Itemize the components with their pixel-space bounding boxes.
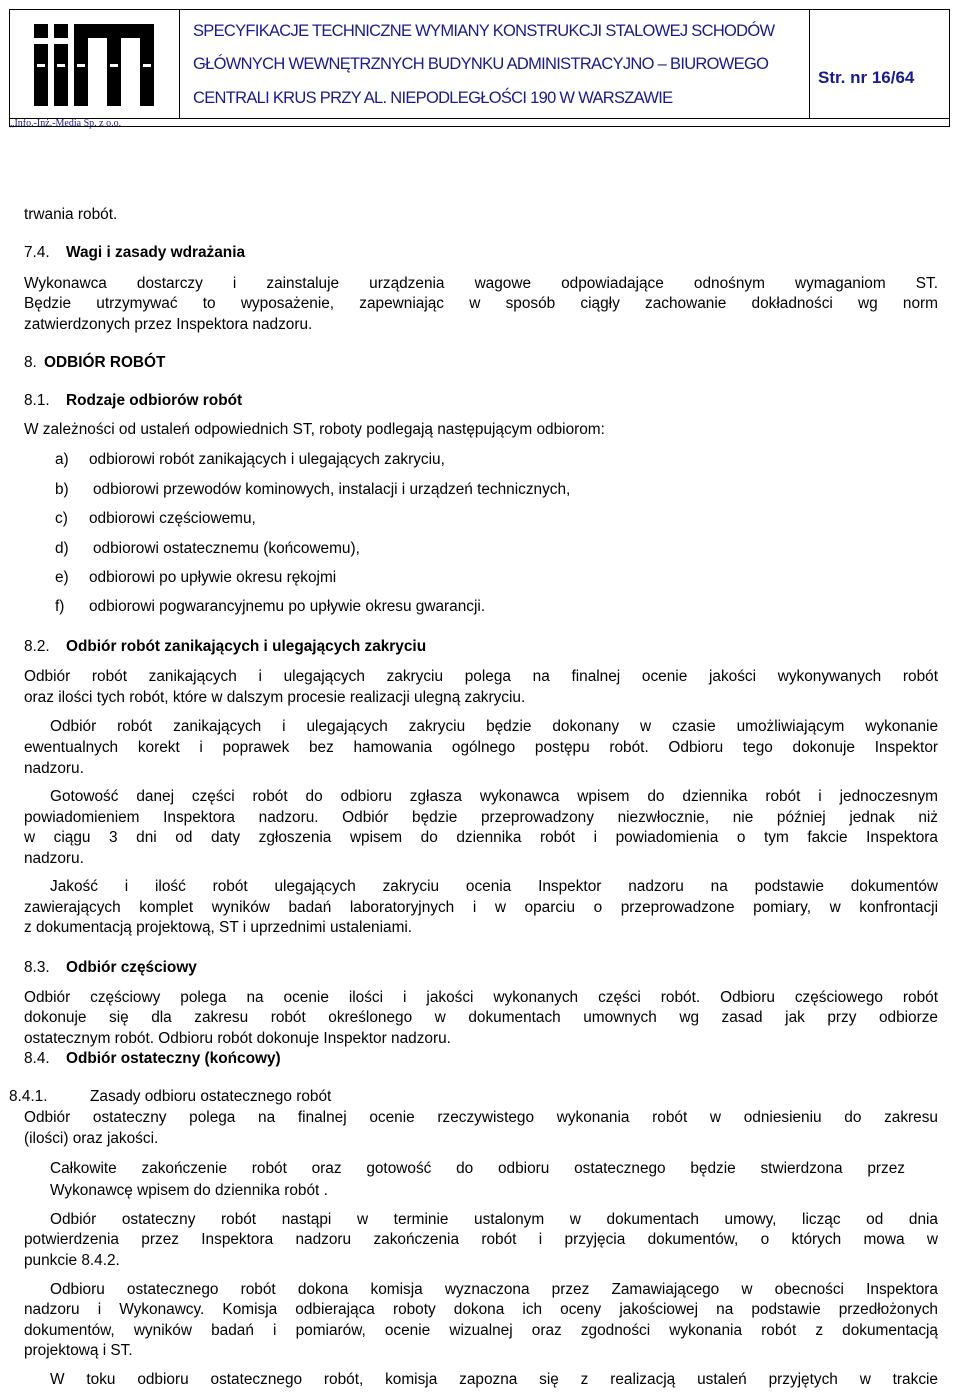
paragraph-line: Odbiór robót zanikających i ulegających zakryciu będzie dokonany w czasie umożliwiającym wykonanie	[50, 718, 938, 735]
section-8-heading	[24, 354, 165, 372]
paragraph-line: Odbioru ostatecznego robót dokona komisja wyznaczona przez Zamawiającego w obecności Inspektora	[50, 1281, 938, 1298]
section-number: 8.4.	[24, 1050, 50, 1067]
paragraph-line: nadzoru.	[24, 850, 84, 867]
paragraph-line: Całkowite zakończenie robót oraz gotowość do odbioru ostatecznego będzie stwierdzona przez	[50, 1160, 905, 1177]
document-title	[180, 10, 810, 118]
paragraph-line: Odbiór ostateczny polega na finalnej ocenie rzeczywistego wykonania robót w odniesieniu do zakresu	[24, 1109, 938, 1126]
paragraph-line: ewentualnych korekt i poprawek bez hamowania ogólnego postępu robót. Odbioru tego dokonuje Inspektor	[24, 739, 938, 756]
paragraph-line: potwierdzenia przez Inspektora nadzoru zakończenia robót i przyjęcia dokumentów, o których mowa w	[24, 1231, 938, 1248]
paragraph-line: z dokumentacją projektową, ST i uprzednimi ustaleniami.	[24, 919, 413, 936]
list-item: d) odbiorowi ostatecznemu (końcowemu),	[55, 540, 360, 557]
section-title: Wagi i zasady wdrażania	[66, 244, 246, 261]
paragraph-line: zawierających komplet wyników badań laboratoryjnych i w oparciu o przeprowadzone pomiary, w konfrontacji	[24, 899, 938, 916]
paragraph-line: Gotowość danej części robót do odbioru zgłasza wykonawca wpisem do dziennika robót i jednoczesnym	[50, 788, 938, 805]
paragraph-line: Odbiór ostateczny robót nastąpi w terminie ustalonym w dokumentach umowy, licząc od dnia	[50, 1211, 938, 1228]
section-8-3-heading	[24, 959, 197, 977]
company-row	[10, 118, 949, 129]
section-title: Rodzaje odbiorów robót	[66, 392, 243, 409]
title-line-1: SPECYFIKACJE TECHNICZNE WYMIANY KONSTRUKCJI STALOWEJ SCHODÓW	[193, 22, 775, 40]
page-header	[9, 9, 950, 127]
section-number: 8.2.	[24, 638, 50, 655]
paragraph-line: W zależności od ustaleń odpowiednich ST, roboty podlegają następującym odbiorom:	[24, 421, 605, 438]
paragraph-line: Wykonawcę wpisem do dziennika robót .	[50, 1182, 328, 1199]
paragraph-line: punkcie 8.4.2.	[24, 1252, 120, 1269]
logo-cell	[10, 10, 180, 118]
company-name: „Info.-Inż.-Media Sp. z o.o.	[10, 118, 122, 129]
section-title: Odbiór robót zanikających i ulegających zakryciu	[66, 638, 427, 655]
section-title: Odbiór ostateczny (końcowy)	[66, 1050, 281, 1067]
section-number: 7.4.	[24, 244, 50, 261]
paragraph-line: dokonuje się dla zakresu robót określonego w dokumentach umownych wg zasad jak przy odbiorze	[24, 1009, 938, 1026]
paragraph-line: ostatecznym robót. Odbioru robót dokonuje Inspektor nadzoru.	[24, 1030, 451, 1047]
paragraph-line: dokumentów, wyników badań i pomiarów, ocenie wizualnej oraz zgodności wykonania robót z dokumentacją	[24, 1322, 938, 1339]
paragraph-line: W toku odbioru ostatecznego robót, komisja zapozna się z realizacją ustaleń przyjętych w trakcie	[50, 1371, 938, 1388]
paragraph-line: Odbiór częściowy polega na ocenie ilości i jakości wykonanych części robót. Odbioru częściowego robót	[24, 989, 938, 1006]
paragraph-line: projektową i ST.	[24, 1342, 133, 1359]
section-title: Zasady odbioru ostatecznego robót	[90, 1088, 332, 1105]
page-number: Str. nr 16/64	[818, 68, 915, 87]
section-8-4-1-heading	[9, 1088, 331, 1106]
list-item: c) odbiorowi częściowemu,	[55, 510, 256, 527]
section-title: ODBIÓR ROBÓT	[44, 354, 166, 371]
title-line-2: GŁÓWNYCH WEWNĘTRZNYCH BUDYNKU ADMINISTRACYJNO – BIUROWEGO	[193, 55, 769, 73]
section-title: Odbiór częściowy	[66, 959, 197, 976]
company-logo	[34, 24, 154, 106]
paragraph-line: zatwierdzonych przez Inspektora nadzoru.	[24, 316, 313, 333]
section-8-2-heading	[24, 638, 426, 656]
section-7-4-heading	[24, 244, 245, 262]
paragraph-line: Wykonawca dostarczy i zainstaluje urządzenia wagowe odpowiadające odnośnym wymaganiom ST.	[24, 275, 938, 292]
text-line: trwania robót.	[24, 206, 118, 223]
section-number: 8.3.	[24, 959, 50, 976]
paragraph-line: Jakość i ilość robót ulegających zakryciu ocenia Inspektor nadzoru na podstawie dokumentów	[50, 878, 938, 895]
section-number: 8.4.1.	[9, 1088, 48, 1105]
title-line-3: CENTRALI KRUS PRZY AL. NIEPODLEGŁOŚCI 190 W WARSZAWIE	[193, 89, 673, 107]
paragraph-line: nadzoru i Wykonawcy. Komisja odbierająca roboty dokona ich oceny jakościowej na podstawie przedłożonych	[24, 1301, 938, 1318]
paragraph-line: Będzie utrzymywać to wyposażenie, zapewniając w sposób ciągły zachowanie dokładności wg norm	[24, 295, 938, 312]
paragraph-line: w ciągu 3 dni od daty zgłoszenia wpisem do dziennika robót i powiadomienia o tym fakcie Inspektora	[24, 829, 938, 846]
list-item: e) odbiorowi po upływie okresu rękojmi	[55, 569, 337, 586]
paragraph-line: powiadomieniem Inspektora nadzoru. Odbiór będzie przeprowadzony niezwłocznie, nie później jednak niż	[24, 809, 938, 826]
paragraph-line: oraz ilości tych robót, które w dalszym procesie realizacji ulegną zakryciu.	[24, 689, 526, 706]
list-item: a) odbiorowi robót zanikających i ulegających zakryciu,	[55, 451, 445, 468]
section-8-1-heading	[24, 392, 242, 410]
section-number: 8.	[24, 354, 37, 371]
list-item: f) odbiorowi pogwarancyjnemu po upływie okresu gwarancji.	[55, 598, 486, 615]
list-item: b) odbiorowi przewodów kominowych, instalacji i urządzeń technicznych,	[55, 481, 571, 498]
section-number: 8.1.	[24, 392, 50, 409]
paragraph-line: nadzoru.	[24, 760, 84, 777]
page-number-cell	[810, 10, 949, 118]
section-8-4-heading	[24, 1050, 281, 1068]
paragraph-line: Odbiór robót zanikających i ulegających zakryciu polega na finalnej ocenie jakości wykonywanych robót	[24, 668, 938, 685]
paragraph-line: (ilości) oraz jakości.	[24, 1130, 159, 1147]
